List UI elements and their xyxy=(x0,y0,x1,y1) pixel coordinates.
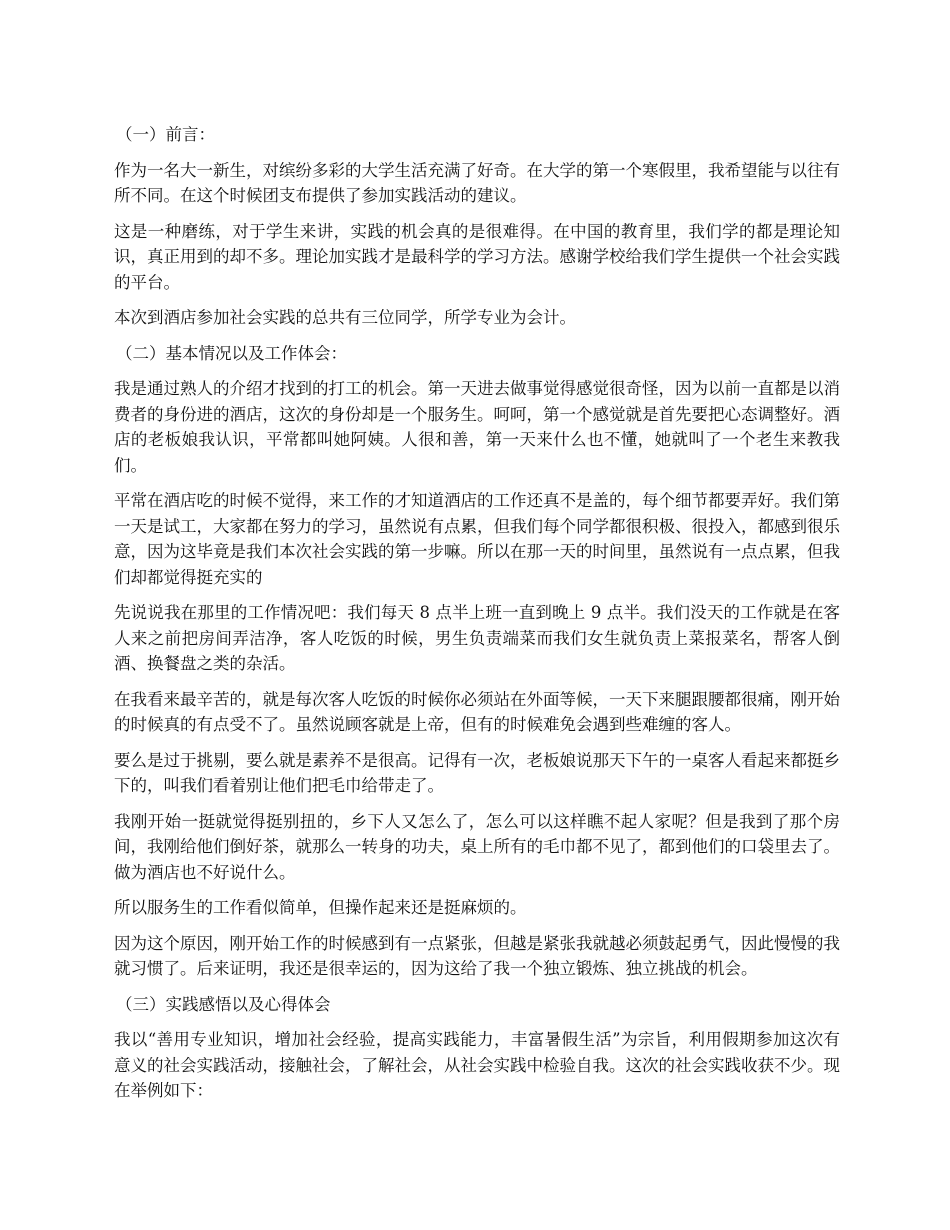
paragraph: 我是通过熟人的介绍才找到的打工的机会。第一天进去做事觉得感觉很奇怪，因为以前一直都是以消费者的身份进的酒店，这次的身份却是一个服务生。呵呵，第一个感觉就是首先要把心态调整好。酒店的老板娘我认识，平常都叫她阿姨。人很和善，第一天来什么也不懂，她就叫了一个老生来教我们。 xyxy=(114,379,840,475)
paragraph: 先说说我在那里的工作情况吧：我们每天 8 点半上班一直到晚上 9 点半。我们没天的工作就是在客人来之前把房间弄洁净，客人吃饭的时候，男生负责端菜而我们女生就负责上菜报菜名，帮客人倒酒、换餐盘之类的杂活。 xyxy=(114,603,840,673)
paragraph: 所以服务生的工作看似简单，但操作起来还是挺麻烦的。 xyxy=(114,898,527,917)
paragraph: 平常在酒店吃的时候不觉得，来工作的才知道酒店的工作还真不是盖的，每个细节都要弄好。我们第一天是试工，大家都在努力的学习，虽然说有点累，但我们每个同学都很积极、很投入，都感到很乐意，因为这毕竟是我们本次社会实践的第一步嘛。所以在那一天的时间里，虽然说有一点点累，但我们却都觉得挺充实的 xyxy=(114,491,840,587)
paragraph: 我刚开始一挺就觉得挺别扭的，乡下人又怎么了，怎么可以这样瞧不起人家呢？但是我到了那个房间，我刚给他们倒好茶，就那么一转身的功夫，桌上所有的毛巾都不见了，都到他们的口袋里去了。做为酒店也不好说什么。 xyxy=(114,811,840,882)
paragraph: 本次到酒店参加社会实践的总共有三位同学，所学专业为会计。 xyxy=(114,308,576,327)
paragraph: 我以“善用专业知识，增加社会经验，提高实践能力，丰富暑假生活”为宗旨，利用假期参加这次有意义的社会实践活动，接触社会，了解社会，从社会实践中检验自我。这次的社会实践收获不少。现在举例如下： xyxy=(114,1030,840,1100)
paragraph: 要么是过于挑剔，要么就是素养不是很高。记得有一次，老板娘说那天下午的一桌客人看起来都挺乡下的，叫我们看着别让他们把毛巾给带走了。 xyxy=(114,750,840,795)
section-heading-reflections: （三）实践感悟以及心得体会 xyxy=(116,994,331,1014)
paragraph: 因为这个原因，刚开始工作的时候感到有一点紧张，但越是紧张我就越必须鼓起勇气，因此慢慢的我就习惯了。后来证明，我还是很幸运的，因为这给了我一个独立锻炼、独立挑战的机会。 xyxy=(114,933,840,978)
section-heading-preface: （一）前言： xyxy=(116,125,215,144)
paragraph: 作为一名大一新生，对缤纷多彩的大学生活充满了好奇。在大学的第一个寒假里，我希望能与以往有所不同。在这个时候团支布提供了参加实践活动的建议。 xyxy=(114,160,840,205)
paragraph: 这是一种磨练，对于学生来讲，实践的机会真的是很难得。在中国的教育里，我们学的都是理论知识，真正用到的却不多。理论加实践才是最科学的学习方法。感谢学校给我们学生提供一个社会实践的平台。 xyxy=(114,221,840,292)
section-heading-basic-situation: （二）基本情况以及工作体会： xyxy=(116,343,347,363)
paragraph: 在我看来最辛苦的，就是每次客人吃饭的时候你必须站在外面等候，一天下来腿跟腰都很痛，刚开始的时候真的有点受不了。虽然说顾客就是上帝，但有的时候难免会遇到些难缠的客人。 xyxy=(114,689,840,734)
document-body xyxy=(114,122,840,1114)
